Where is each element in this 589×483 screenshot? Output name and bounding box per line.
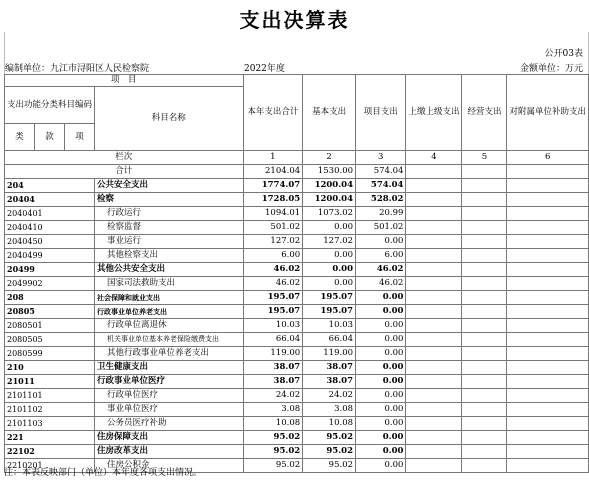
row-upper-payment: [406, 347, 462, 361]
row-code: 2101102: [5, 403, 95, 417]
row-basic-expenditure: 127.02: [303, 235, 356, 249]
row-subsidiary-subsidy: [507, 319, 589, 333]
row-upper-payment: [406, 193, 462, 207]
row-business-expenditure: [462, 221, 507, 235]
row-upper-payment: [406, 431, 462, 445]
row-project-expenditure: 0.00: [356, 403, 406, 417]
row-business-expenditure: [462, 179, 507, 193]
row-basic-expenditure: 3.08: [303, 403, 356, 417]
row-upper-payment: [406, 305, 462, 319]
row-name: 国家司法救助支出: [95, 277, 244, 291]
row-name: 行政单位医疗: [95, 389, 244, 403]
row-total-expenditure: 38.07: [243, 361, 303, 375]
row-basic-expenditure: 10.03: [303, 319, 356, 333]
amount-unit: 金额单位：万元: [519, 64, 583, 74]
table-row: [5, 249, 589, 263]
row-total-expenditure: 24.02: [243, 389, 303, 403]
row-basic-expenditure: 1073.02: [303, 207, 356, 221]
table-row: [5, 347, 589, 361]
row-code: 210: [5, 361, 95, 375]
row-basic-expenditure: 10.08: [303, 417, 356, 431]
row-total-expenditure: 46.02: [243, 277, 303, 291]
row-upper-payment: [406, 333, 462, 347]
row-subsidiary-subsidy: [507, 291, 589, 305]
header-col5: 经营支出: [462, 75, 507, 151]
row-name: 住房公积金: [95, 459, 244, 473]
table-row: [5, 431, 589, 445]
table-row: [5, 221, 589, 235]
header-col3: 项目支出: [356, 75, 406, 151]
row-name: 公务员医疗补助: [95, 417, 244, 431]
row-total-expenditure: 95.02: [243, 431, 303, 445]
total-col4: [406, 165, 462, 179]
row-project-expenditure: 0.00: [356, 375, 406, 389]
row-project-expenditure: 0.00: [356, 417, 406, 431]
row-subsidiary-subsidy: [507, 417, 589, 431]
row-project-expenditure: 501.02: [356, 221, 406, 235]
row-total-expenditure: 119.00: [243, 347, 303, 361]
row-name: 公共安全支出: [95, 179, 244, 193]
row-project-expenditure: 0.00: [356, 361, 406, 375]
row-project-expenditure: 0.00: [356, 333, 406, 347]
row-code: 2040410: [5, 221, 95, 235]
row-upper-payment: [406, 291, 462, 305]
header-row-1: [5, 75, 589, 87]
row-project-expenditure: 0.00: [356, 389, 406, 403]
row-upper-payment: [406, 221, 462, 235]
row-project-expenditure: 0.00: [356, 235, 406, 249]
row-subsidiary-subsidy: [507, 333, 589, 347]
row-name: 其他检察支出: [95, 249, 244, 263]
row-upper-payment: [406, 389, 462, 403]
table-row: [5, 375, 589, 389]
row-code: 22102: [5, 445, 95, 459]
row-upper-payment: [406, 403, 462, 417]
row-name: 住房保障支出: [95, 431, 244, 445]
row-upper-payment: [406, 263, 462, 277]
row-basic-expenditure: 0.00: [303, 249, 356, 263]
row-upper-payment: [406, 207, 462, 221]
row-subsidiary-subsidy: [507, 347, 589, 361]
row-upper-payment: [406, 417, 462, 431]
row-code: 204: [5, 179, 95, 193]
row-total-expenditure: 1774.07: [243, 179, 303, 193]
column-number-row: [5, 151, 589, 165]
row-business-expenditure: [462, 235, 507, 249]
row-code: 2210201: [5, 459, 95, 473]
row-name: 卫生健康支出: [95, 361, 244, 375]
row-subsidiary-subsidy: [507, 459, 589, 473]
table-body: [5, 179, 589, 473]
header-lanci: 栏次: [5, 151, 244, 165]
row-basic-expenditure: 119.00: [303, 347, 356, 361]
row-business-expenditure: [462, 347, 507, 361]
row-business-expenditure: [462, 459, 507, 473]
col-number-3: 3: [356, 151, 406, 165]
row-upper-payment: [406, 319, 462, 333]
col-number-1: 1: [243, 151, 303, 165]
row-business-expenditure: [462, 389, 507, 403]
row-name: 其他公共安全支出: [95, 263, 244, 277]
row-business-expenditure: [462, 319, 507, 333]
header-lei: 类: [5, 124, 35, 151]
row-subsidiary-subsidy: [507, 193, 589, 207]
row-project-expenditure: 0.00: [356, 347, 406, 361]
header-col4: 上缴上级支出: [406, 75, 462, 151]
header-code-label: 支出功能分类科目编码: [5, 87, 95, 124]
row-subsidiary-subsidy: [507, 403, 589, 417]
row-upper-payment: [406, 459, 462, 473]
row-subsidiary-subsidy: [507, 305, 589, 319]
row-business-expenditure: [462, 249, 507, 263]
row-total-expenditure: 6.00: [243, 249, 303, 263]
row-project-expenditure: 46.02: [356, 263, 406, 277]
row-code: 2080505: [5, 333, 95, 347]
row-code: 20805: [5, 305, 95, 319]
row-upper-payment: [406, 179, 462, 193]
row-business-expenditure: [462, 263, 507, 277]
col-number-6: 6: [507, 151, 589, 165]
fiscal-year: 2022年度: [244, 64, 285, 74]
row-name: 机关事业单位基本养老保险缴费支出: [95, 333, 244, 347]
row-project-expenditure: 0.00: [356, 431, 406, 445]
table-row: [5, 417, 589, 431]
table-row: [5, 361, 589, 375]
row-subsidiary-subsidy: [507, 431, 589, 445]
row-name: 事业运行: [95, 235, 244, 249]
row-basic-expenditure: 24.02: [303, 389, 356, 403]
row-business-expenditure: [462, 291, 507, 305]
row-code: 2101101: [5, 389, 95, 403]
table-row: [5, 277, 589, 291]
row-business-expenditure: [462, 431, 507, 445]
row-basic-expenditure: 95.02: [303, 431, 356, 445]
row-name: 行政事业单位养老支出: [95, 305, 244, 319]
row-basic-expenditure: 38.07: [303, 361, 356, 375]
row-project-expenditure: 0.00: [356, 445, 406, 459]
row-name: 行政单位离退休: [95, 319, 244, 333]
row-total-expenditure: 127.02: [243, 235, 303, 249]
row-subsidiary-subsidy: [507, 235, 589, 249]
row-name: 住房改革支出: [95, 445, 244, 459]
header-xiang: 项: [65, 124, 95, 151]
row-basic-expenditure: 0.00: [303, 263, 356, 277]
table-note: 注：本表反映部门（单位）本年度各项支出情况。: [4, 468, 203, 478]
row-business-expenditure: [462, 305, 507, 319]
row-total-expenditure: 10.03: [243, 319, 303, 333]
row-subsidiary-subsidy: [507, 207, 589, 221]
row-upper-payment: [406, 277, 462, 291]
total-row: [5, 165, 589, 179]
row-basic-expenditure: 95.02: [303, 445, 356, 459]
table-row: [5, 291, 589, 305]
col-number-2: 2: [303, 151, 356, 165]
row-project-expenditure: 46.02: [356, 277, 406, 291]
row-basic-expenditure: 38.07: [303, 375, 356, 389]
row-basic-expenditure: 66.04: [303, 333, 356, 347]
row-name: 行政事业单位医疗: [95, 375, 244, 389]
row-upper-payment: [406, 361, 462, 375]
row-project-expenditure: 0.00: [356, 459, 406, 473]
total-col1: 2104.04: [243, 165, 303, 179]
row-business-expenditure: [462, 193, 507, 207]
row-subsidiary-subsidy: [507, 263, 589, 277]
row-name: 社会保障和就业支出: [95, 291, 244, 305]
row-name: 检察: [95, 193, 244, 207]
row-total-expenditure: 195.07: [243, 305, 303, 319]
row-code: 21011: [5, 375, 95, 389]
row-project-expenditure: 574.04: [356, 179, 406, 193]
row-total-expenditure: 95.02: [243, 459, 303, 473]
table-row: [5, 403, 589, 417]
row-project-expenditure: 20.99: [356, 207, 406, 221]
col-number-5: 5: [462, 151, 507, 165]
row-business-expenditure: [462, 403, 507, 417]
header-col1: 本年支出合计: [243, 75, 303, 151]
row-code: 2101103: [5, 417, 95, 431]
form-number: 公开03表: [544, 49, 583, 59]
row-code: 221: [5, 431, 95, 445]
row-upper-payment: [406, 249, 462, 263]
col-number-4: 4: [406, 151, 462, 165]
row-upper-payment: [406, 375, 462, 389]
row-code: 208: [5, 291, 95, 305]
table-row: [5, 263, 589, 277]
row-code: 2080501: [5, 319, 95, 333]
row-business-expenditure: [462, 445, 507, 459]
row-upper-payment: [406, 445, 462, 459]
row-basic-expenditure: 95.02: [303, 459, 356, 473]
row-business-expenditure: [462, 207, 507, 221]
table-row: [5, 333, 589, 347]
row-total-expenditure: 1094.01: [243, 207, 303, 221]
total-col3: 574.04: [356, 165, 406, 179]
table-row: [5, 305, 589, 319]
row-subsidiary-subsidy: [507, 277, 589, 291]
row-subsidiary-subsidy: [507, 249, 589, 263]
row-project-expenditure: 0.00: [356, 319, 406, 333]
total-col5: [462, 165, 507, 179]
row-total-expenditure: 501.02: [243, 221, 303, 235]
header-col2: 基本支出: [303, 75, 356, 151]
table-row: [5, 207, 589, 221]
row-upper-payment: [406, 235, 462, 249]
page-title: 支出决算表: [239, 8, 350, 32]
row-code: 2049902: [5, 277, 95, 291]
row-name: 检察监督: [95, 221, 244, 235]
row-total-expenditure: 1728.05: [243, 193, 303, 207]
row-basic-expenditure: 195.07: [303, 305, 356, 319]
expenditure-table: [4, 74, 589, 473]
total-label: 合计: [5, 165, 244, 179]
row-subsidiary-subsidy: [507, 361, 589, 375]
row-code: 2080599: [5, 347, 95, 361]
table-row: [5, 445, 589, 459]
row-project-expenditure: 0.00: [356, 305, 406, 319]
row-subsidiary-subsidy: [507, 221, 589, 235]
row-basic-expenditure: 1200.04: [303, 179, 356, 193]
total-col2: 1530.00: [303, 165, 356, 179]
row-business-expenditure: [462, 361, 507, 375]
row-project-expenditure: 6.00: [356, 249, 406, 263]
row-basic-expenditure: 195.07: [303, 291, 356, 305]
table-row: [5, 235, 589, 249]
row-basic-expenditure: 0.00: [303, 277, 356, 291]
header-kuan: 款: [35, 124, 65, 151]
row-total-expenditure: 10.08: [243, 417, 303, 431]
header-col6: 对附属单位补助支出: [507, 75, 589, 151]
row-business-expenditure: [462, 333, 507, 347]
row-code: 2040450: [5, 235, 95, 249]
row-name: 事业单位医疗: [95, 403, 244, 417]
row-subsidiary-subsidy: [507, 375, 589, 389]
row-business-expenditure: [462, 277, 507, 291]
row-code: 2040401: [5, 207, 95, 221]
table-row: [5, 193, 589, 207]
row-business-expenditure: [462, 375, 507, 389]
row-code: 20499: [5, 263, 95, 277]
header-item: 项 目: [5, 75, 244, 87]
header-name-label: 科目名称: [95, 87, 244, 151]
row-total-expenditure: 38.07: [243, 375, 303, 389]
row-subsidiary-subsidy: [507, 445, 589, 459]
row-basic-expenditure: 0.00: [303, 221, 356, 235]
table-row: [5, 179, 589, 193]
total-col6: [507, 165, 589, 179]
row-project-expenditure: 0.00: [356, 291, 406, 305]
row-code: 2040499: [5, 249, 95, 263]
row-total-expenditure: 195.07: [243, 291, 303, 305]
row-basic-expenditure: 1200.04: [303, 193, 356, 207]
table-row: [5, 319, 589, 333]
row-business-expenditure: [462, 417, 507, 431]
row-code: 20404: [5, 193, 95, 207]
row-name: 行政运行: [95, 207, 244, 221]
row-subsidiary-subsidy: [507, 179, 589, 193]
row-subsidiary-subsidy: [507, 389, 589, 403]
row-total-expenditure: 66.04: [243, 333, 303, 347]
row-name: 其他行政事业单位养老支出: [95, 347, 244, 361]
table-row: [5, 389, 589, 403]
reporting-unit: 编制单位：九江市浔阳区人民检察院: [5, 64, 150, 74]
row-total-expenditure: 46.02: [243, 263, 303, 277]
row-project-expenditure: 528.02: [356, 193, 406, 207]
row-total-expenditure: 3.08: [243, 403, 303, 417]
row-total-expenditure: 95.02: [243, 445, 303, 459]
